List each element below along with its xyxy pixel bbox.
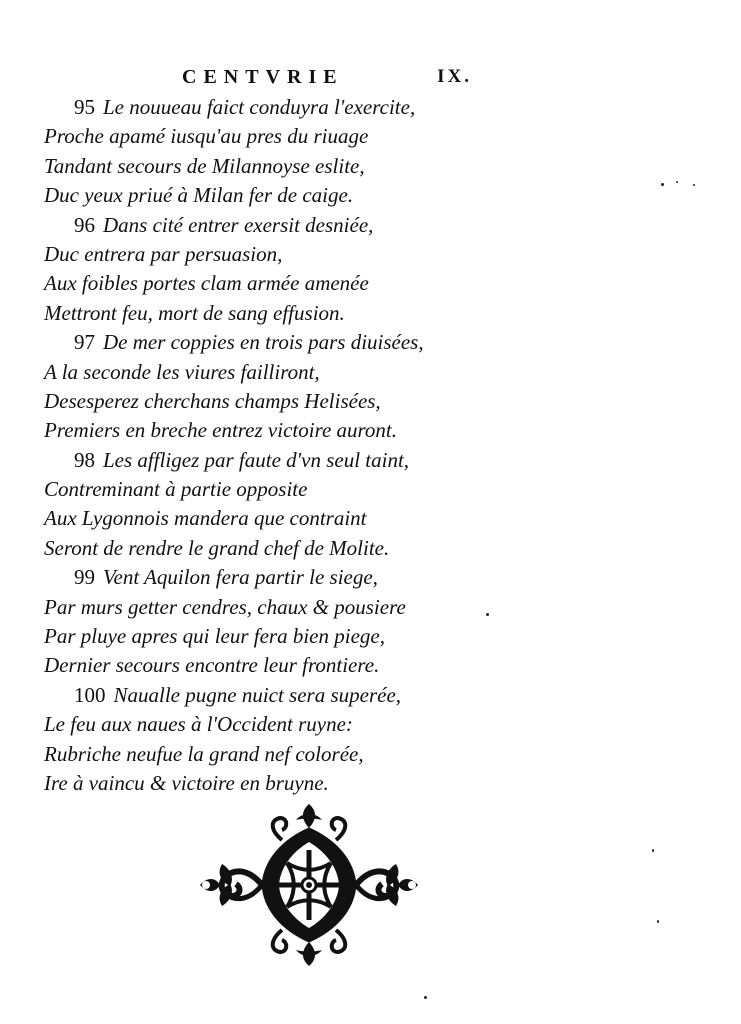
quatrain-99 bbox=[44, 563, 464, 681]
verse-text: De mer coppies en trois pars diuisées, bbox=[103, 330, 424, 355]
verse-line: Desesperez cherchans champs Helisées, bbox=[44, 388, 381, 413]
verse-line bbox=[44, 563, 464, 592]
quatrain-95 bbox=[44, 93, 464, 211]
running-header bbox=[182, 66, 472, 92]
verse-line: Rubriche neufue la grand nef colorée, bbox=[44, 741, 364, 766]
fleuron-tailpiece-icon bbox=[186, 800, 432, 970]
quatrain-list bbox=[44, 93, 464, 798]
quatrain-98 bbox=[44, 446, 464, 564]
verse-line bbox=[44, 446, 464, 475]
verse-line: Contreminant à partie opposite bbox=[44, 477, 308, 502]
verse-text: Les affligez par faute d'vn seul taint, bbox=[103, 447, 410, 472]
verse-line: Dernier secours encontre leur frontiere. bbox=[44, 653, 380, 678]
verse-line: Tandant secours de Milannoyse eslite, bbox=[44, 153, 365, 178]
print-speck bbox=[652, 849, 654, 852]
verse-line: Aux foibles portes clam armée amenée bbox=[44, 271, 369, 296]
quatrain-number: 98 bbox=[74, 447, 95, 472]
verse-line bbox=[44, 681, 464, 710]
verse-line bbox=[44, 93, 464, 122]
verse-line: Duc yeux priué à Milan fer de caige. bbox=[44, 183, 354, 208]
verse-text: Naualle pugne nuict sera superée, bbox=[113, 682, 402, 707]
verse-line: Ire à vaincu & victoire en bruyne. bbox=[44, 770, 329, 795]
quatrain-number: 97 bbox=[74, 330, 95, 355]
verse-line bbox=[44, 211, 464, 240]
verse-line: A la seconde les viures failliront, bbox=[44, 359, 320, 384]
quatrain-100 bbox=[44, 681, 464, 799]
print-speck bbox=[657, 920, 659, 923]
quatrain-97 bbox=[44, 328, 464, 446]
verse-line: Mettront feu, mort de sang effusion. bbox=[44, 300, 345, 325]
quatrain-number: 99 bbox=[74, 565, 95, 590]
verse-line: Par murs getter cendres, chaux & pousiere bbox=[44, 594, 406, 619]
page-folio: IX. bbox=[437, 66, 472, 87]
quatrain-number: 95 bbox=[74, 95, 95, 119]
quatrain-96 bbox=[44, 211, 464, 329]
verse-line: Aux Lygonnois mandera que contraint bbox=[44, 506, 367, 531]
print-speck bbox=[661, 183, 664, 186]
verse-text: Dans cité entrer exersit desniée, bbox=[103, 212, 374, 237]
verse-line: Proche apamé iusqu'au pres du riuage bbox=[44, 124, 369, 149]
verse-line: Par pluye apres qui leur fera bien piege, bbox=[44, 624, 385, 649]
verse-line: Seront de rendre le grand chef de Molite. bbox=[44, 535, 390, 560]
verse-line: Premiers en breche entrez victoire auront. bbox=[44, 418, 398, 443]
verse-text: Vent Aquilon fera partir le siege, bbox=[103, 565, 378, 590]
print-speck bbox=[676, 181, 678, 183]
verse-line: Duc entrera par persuasion, bbox=[44, 241, 283, 266]
verse-text: Le nouueau faict conduyra l'exercite, bbox=[103, 95, 416, 119]
verse-line bbox=[44, 328, 464, 357]
quatrain-number: 96 bbox=[74, 212, 95, 237]
running-title: CENTVRIE bbox=[182, 66, 344, 88]
quatrain-number: 100 bbox=[74, 682, 106, 707]
verse-line: Le feu aux naues à l'Occident ruyne: bbox=[44, 712, 353, 737]
print-speck bbox=[424, 996, 427, 999]
print-speck bbox=[486, 613, 489, 616]
print-speck bbox=[693, 184, 695, 186]
